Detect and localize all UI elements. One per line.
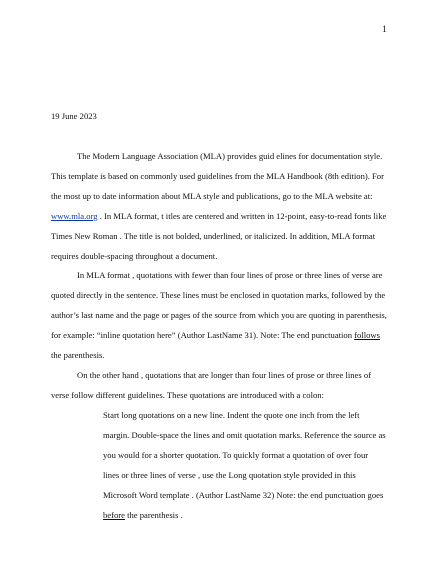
paragraph-1-line-4-text: . In MLA format, t itles are centered and written in 12-point, easy-to-read fonts like <box>97 211 387 221</box>
paragraph-1-line-2: This template is based on commonly used guidelines from the MLA Handbook (8th edition). For <box>51 171 384 181</box>
block-quote-line-6-text: the parenthesis . <box>124 510 183 520</box>
block-quote-line-3: you would for a shorter quotation. To quickly format a quotation of over four <box>103 450 369 460</box>
paragraph-2-line-3: author’s last name and the page or pages of the source from which you are quoting in parenthesis, <box>51 310 387 320</box>
page-number: 1 <box>382 25 387 35</box>
block-quote-line-5: Microsoft Word template . (Author LastName 32) Note: the end punctuation goes <box>103 490 384 500</box>
paragraph-1-line-5: Times New Roman . The title is not bolded, underlined, or italicized. In addition, MLA format <box>51 231 376 241</box>
paragraph-1-line-3: the most up to date information about MLA style and publications, go to the MLA website at: <box>51 191 373 201</box>
paragraph-2-line-1: In MLA format , quotations with fewer than four lines of prose or three lines of verse are <box>77 270 383 280</box>
block-quote-line-6 <box>103 510 183 520</box>
block-quote-line-4: lines or three lines of verse , use the Long quotation style provided in this <box>103 470 356 480</box>
paragraph-1-line-6: requires double-spacing throughout a document. <box>51 251 218 261</box>
paragraph-1-line-4 <box>51 211 386 221</box>
paragraph-2-line-5: the parenthesis. <box>51 350 105 360</box>
paragraph-2-line-2: quoted directly in the sentence. These lines must be enclosed in quotation marks, followed by the <box>51 290 386 300</box>
document-date: 19 June 2023 <box>51 111 97 121</box>
paragraph-3-line-1: On the other hand , quotations that are longer than four lines of prose or three lines of <box>77 370 372 380</box>
underlined-follows: follows <box>354 330 380 340</box>
block-quote-line-2: margin. Double-space the lines and omit quotation marks. Reference the source as <box>103 430 386 440</box>
mla-website-link[interactable]: www.mla.org <box>51 211 98 221</box>
underlined-before: before <box>103 510 125 520</box>
paragraph-2-line-4-text: for example: “inline quotation here” (Author LastName 31). Note: The end punctuation <box>51 330 355 340</box>
paragraph-2-line-4 <box>51 330 380 340</box>
paragraph-3-line-2: verse follow different guidelines. These quotations are introduced with a colon: <box>51 390 324 400</box>
block-quote-line-1: Start long quotations on a new line. Indent the quote one inch from the left <box>103 410 360 420</box>
paragraph-1-line-1: The Modern Language Association (MLA) provides guid elines for documentation style. <box>77 151 383 161</box>
